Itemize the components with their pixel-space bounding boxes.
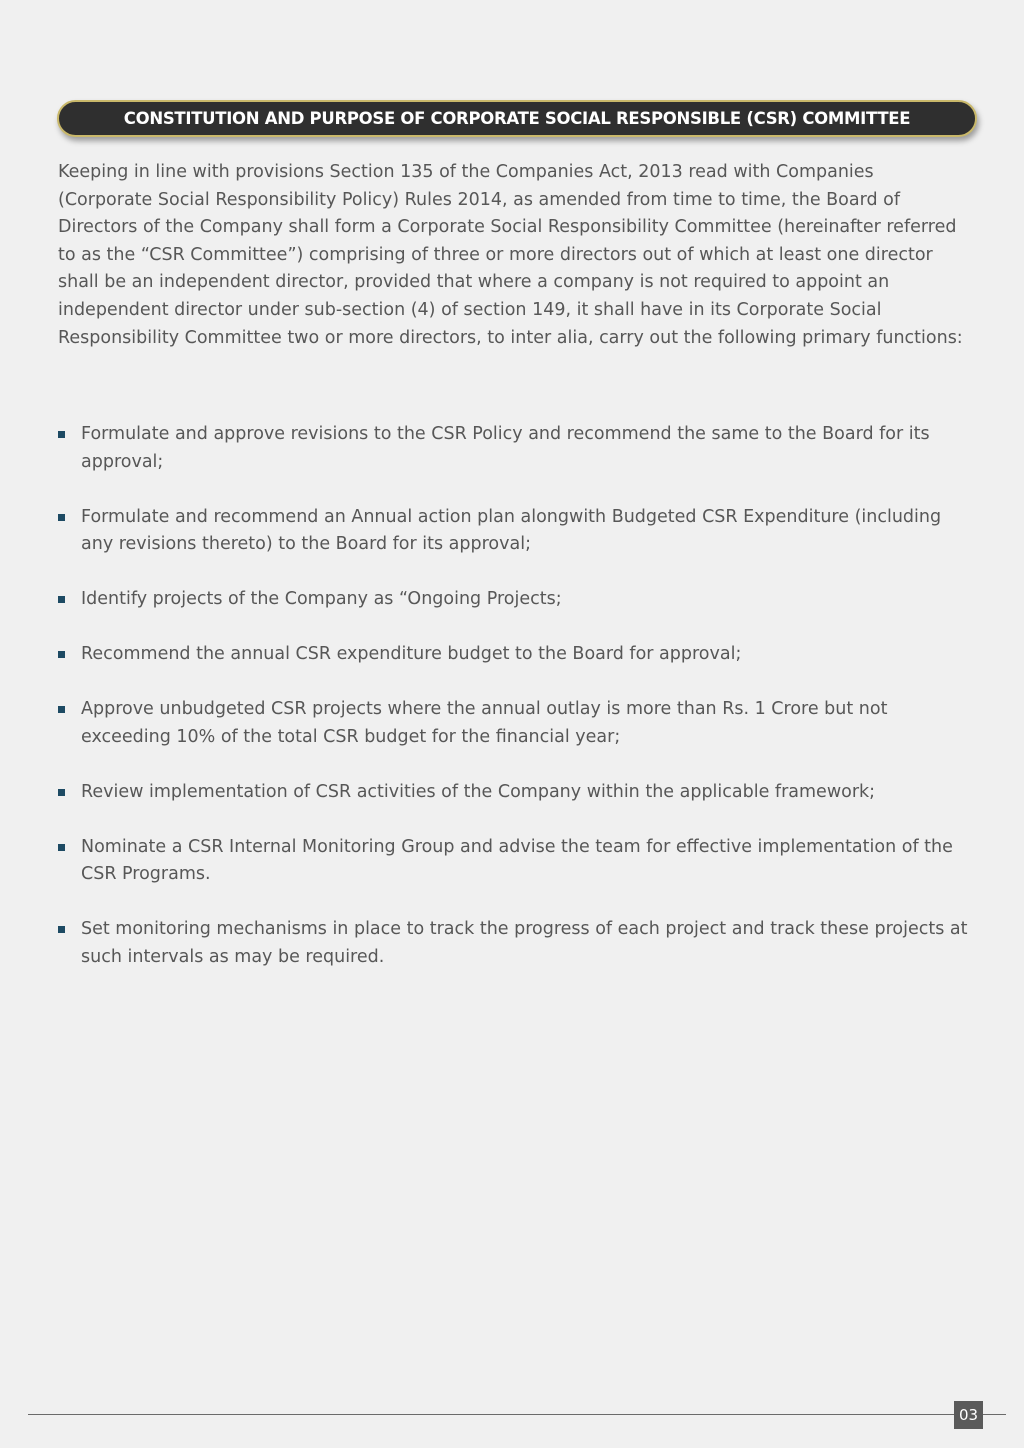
list-item bbox=[58, 504, 968, 559]
footer-divider bbox=[28, 1414, 1006, 1415]
intro-paragraph: Keeping in line with provisions Section 135 of the Companies Act, 2013 read with Companies (Corporate Social Responsibility Policy) Rules 2014, as amended from time to time, the Board of Directors of the Company shall form a Corporate Social Responsibility Committee (hereinafter referred to as the “CSR Committee”) comprising of three or more directors out of which at least one director shall be an independent director, provided that where a company is not required to appoint an independent director under sub-section (4) of section 149, it shall have in its Corporate Social Responsibility Committee two or more directors, to inter alia, carry out the following primary functions: bbox=[58, 162, 963, 348]
list-item bbox=[58, 421, 968, 476]
list-item-text: Formulate and approve revisions to the CSR Policy and recommend the same to the Board for its approval; bbox=[81, 424, 930, 472]
square-bullet-icon bbox=[58, 596, 65, 603]
square-bullet-icon bbox=[58, 926, 65, 933]
page-number: 03 bbox=[954, 1401, 983, 1429]
square-bullet-icon bbox=[58, 514, 65, 521]
list-item bbox=[58, 641, 968, 669]
section-title: CONSTITUTION AND PURPOSE OF CORPORATE SOCIAL RESPONSIBLE (CSR) COMMITTEE bbox=[123, 109, 911, 128]
list-item bbox=[58, 696, 968, 751]
list-item-text: Nominate a CSR Internal Monitoring Group and advise the team for effective implementation of the CSR Programs. bbox=[81, 836, 953, 885]
list-item-text: Approve unbudgeted CSR projects where the annual outlay is more than Rs. 1 Crore but not exceeding 10% of the total CSR budget for the financial year; bbox=[81, 699, 888, 747]
list-item bbox=[58, 834, 968, 889]
list-item-text: Identify projects of the Company as “Ongoing Projects; bbox=[81, 589, 562, 610]
list-item bbox=[58, 586, 968, 614]
square-bullet-icon bbox=[58, 431, 65, 438]
list-item-text: Set monitoring mechanisms in place to track the progress of each project and track these projects at such intervals as may be required. bbox=[81, 919, 968, 967]
list-item-text: Formulate and recommend an Annual action plan alongwith Budgeted CSR Expenditure (including any revisions thereto) to the Board for its approval; bbox=[81, 506, 942, 555]
square-bullet-icon bbox=[58, 651, 65, 658]
square-bullet-icon bbox=[58, 789, 65, 796]
square-bullet-icon bbox=[58, 844, 65, 851]
square-bullet-icon bbox=[58, 706, 65, 713]
list-item bbox=[58, 916, 968, 971]
list-item bbox=[58, 779, 968, 807]
list-item-text: Review implementation of CSR activities of the Company within the applicable framework; bbox=[81, 781, 876, 802]
section-title-banner bbox=[57, 100, 977, 137]
list-item-text: Recommend the annual CSR expenditure budget to the Board for approval; bbox=[81, 644, 742, 665]
functions-list bbox=[58, 421, 968, 999]
